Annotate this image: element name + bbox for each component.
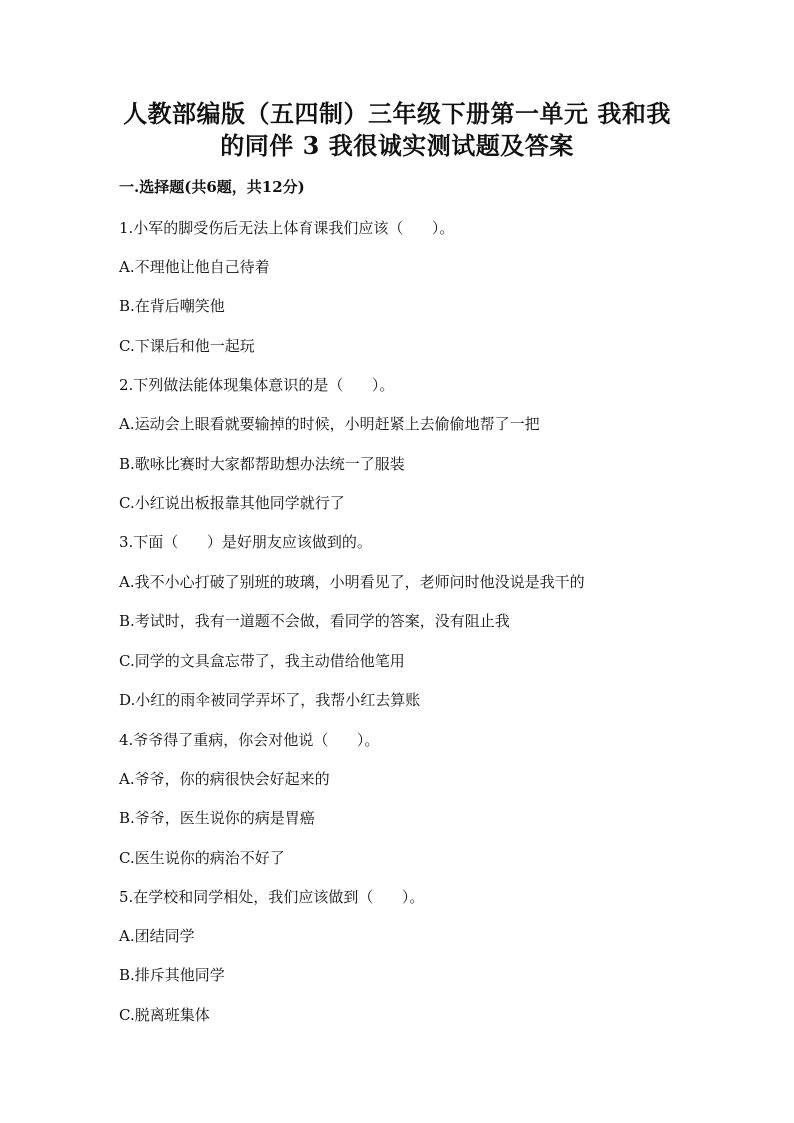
question-2-stem: 2.下列做法能体现集体意识的是（ ）。 <box>119 376 395 394</box>
question-1-option-b: B.在背后嘲笑他 <box>119 297 225 315</box>
question-1-stem: 1.小军的脚受伤后无法上体育课我们应该（ ）。 <box>119 219 455 237</box>
question-4-option-b: B.爷爷，医生说你的病是胃癌 <box>119 809 315 827</box>
question-2-option-a: A.运动会上眼看就要输掉的时候，小明赶紧上去偷偷地帮了一把 <box>119 415 540 433</box>
question-1-option-c: C.下课后和他一起玩 <box>119 337 255 355</box>
question-4-stem: 4.爷爷得了重病，你会对他说（ ）。 <box>119 731 380 749</box>
question-5-option-c: C.脱离班集体 <box>119 1006 210 1024</box>
question-5-option-b: B.排斥其他同学 <box>119 966 225 984</box>
document-title-line-1: 人教部编版（五四制）三年级下册第一单元 我和我 <box>123 99 671 128</box>
question-5-stem: 5.在学校和同学相处，我们应该做到（ ）。 <box>119 888 425 906</box>
question-2-option-b: B.歌咏比赛时大家都帮助想办法统一了服装 <box>119 455 405 473</box>
question-4-option-c: C.医生说你的病治不好了 <box>119 849 285 867</box>
question-3-option-b: B.考试时，我有一道题不会做，看同学的答案，没有阻止我 <box>119 612 510 630</box>
question-5-option-a: A.团结同学 <box>119 927 195 945</box>
question-3-option-d: D.小红的雨伞被同学弄坏了，我帮小红去算账 <box>119 691 421 709</box>
question-3-stem: 3.下面（ ）是好朋友应该做到的。 <box>119 533 372 551</box>
question-3-option-c: C.同学的文具盒忘带了，我主动借给他笔用 <box>119 652 405 670</box>
question-1-option-a: A.不理他让他自己待着 <box>119 258 270 276</box>
document-title-line-2: 的同伴 3 我很诚实测试题及答案 <box>220 131 574 160</box>
section-heading: 一.选择题(共6题，共12分) <box>119 178 305 196</box>
question-2-option-c: C.小红说出板报靠其他同学就行了 <box>119 494 345 512</box>
question-4-option-a: A.爷爷，你的病很快会好起来的 <box>119 770 330 788</box>
question-3-option-a: A.我不小心打破了别班的玻璃，小明看见了，老师问时他没说是我干的 <box>119 573 585 591</box>
